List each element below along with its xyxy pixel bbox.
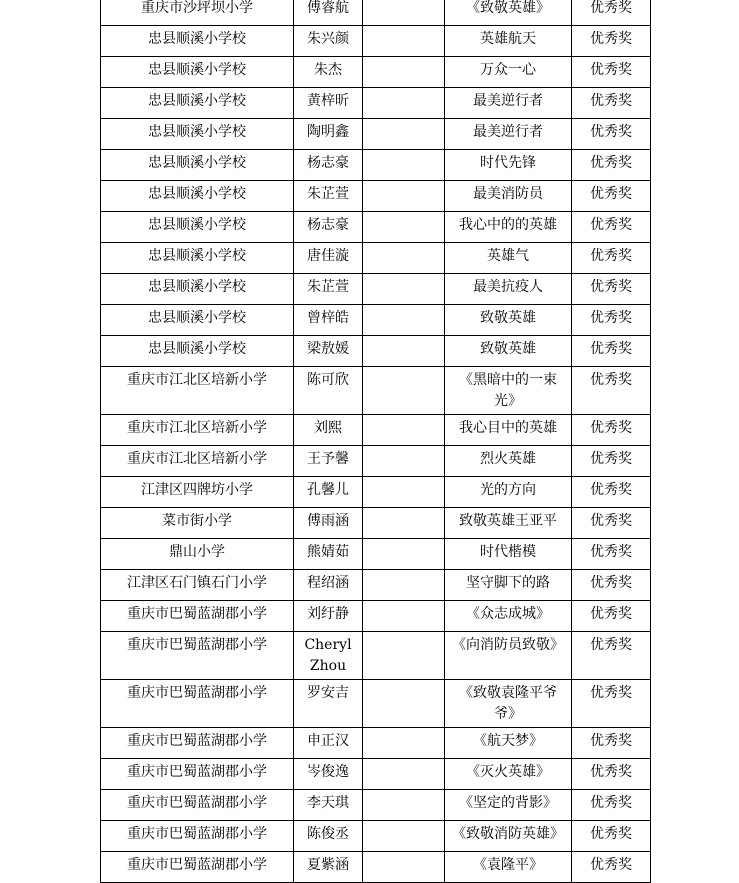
work-title-cell: 《黑暗中的一束光》 — [445, 367, 572, 415]
student-name-cell: 陶明鑫 — [294, 119, 363, 150]
table-row — [101, 821, 651, 852]
student-name-cell: 梁敖媛 — [294, 336, 363, 367]
award-cell: 优秀奖 — [572, 728, 651, 759]
school-cell: 重庆市巴蜀蓝湖郡小学 — [101, 680, 294, 728]
school-cell: 重庆市巴蜀蓝湖郡小学 — [101, 601, 294, 632]
table-row — [101, 680, 651, 728]
empty-cell — [363, 336, 445, 367]
work-title-cell: 《坚定的背影》 — [445, 790, 572, 821]
award-cell: 优秀奖 — [572, 446, 651, 477]
work-title-cell: 最美逆行者 — [445, 88, 572, 119]
table-row — [101, 415, 651, 446]
empty-cell — [363, 305, 445, 336]
student-name-cell: 唐佳漩 — [294, 243, 363, 274]
award-cell: 优秀奖 — [572, 570, 651, 601]
work-title-cell: 时代先锋 — [445, 150, 572, 181]
school-cell: 重庆市江北区培新小学 — [101, 446, 294, 477]
student-name-cell: 傅睿航 — [294, 0, 363, 26]
empty-cell — [363, 119, 445, 150]
school-cell: 忠县顺溪小学校 — [101, 26, 294, 57]
work-title-cell: 致敬英雄 — [445, 336, 572, 367]
table-row — [101, 26, 651, 57]
student-name-cell: 罗安吉 — [294, 680, 363, 728]
work-title-cell: 英雄气 — [445, 243, 572, 274]
table-row — [101, 336, 651, 367]
table-row — [101, 446, 651, 477]
empty-cell — [363, 852, 445, 883]
award-cell: 优秀奖 — [572, 539, 651, 570]
award-cell: 优秀奖 — [572, 790, 651, 821]
award-rows — [101, 0, 651, 883]
school-cell: 鼎山小学 — [101, 539, 294, 570]
student-name-cell: Cheryl Zhou — [294, 632, 363, 680]
school-cell: 菜市街小学 — [101, 508, 294, 539]
empty-cell — [363, 446, 445, 477]
empty-cell — [363, 728, 445, 759]
school-cell: 江津区四牌坊小学 — [101, 477, 294, 508]
table-row — [101, 57, 651, 88]
award-cell: 优秀奖 — [572, 119, 651, 150]
empty-cell — [363, 367, 445, 415]
work-title-cell: 最美逆行者 — [445, 119, 572, 150]
school-cell: 重庆市江北区培新小学 — [101, 367, 294, 415]
work-title-cell: 《灭火英雄》 — [445, 759, 572, 790]
empty-cell — [363, 570, 445, 601]
empty-cell — [363, 539, 445, 570]
empty-cell — [363, 632, 445, 680]
student-name-cell: 黄梓昕 — [294, 88, 363, 119]
school-cell: 重庆市江北区培新小学 — [101, 415, 294, 446]
student-name-cell: 傅雨涵 — [294, 508, 363, 539]
work-title-cell: 《航天梦》 — [445, 728, 572, 759]
award-cell: 优秀奖 — [572, 632, 651, 680]
student-name-cell: 杨志豪 — [294, 150, 363, 181]
award-cell: 优秀奖 — [572, 821, 651, 852]
award-cell: 优秀奖 — [572, 181, 651, 212]
school-cell: 忠县顺溪小学校 — [101, 181, 294, 212]
empty-cell — [363, 759, 445, 790]
award-cell: 优秀奖 — [572, 274, 651, 305]
empty-cell — [363, 181, 445, 212]
work-title-cell: 《众志成城》 — [445, 601, 572, 632]
table-row — [101, 243, 651, 274]
empty-cell — [363, 274, 445, 305]
award-cell: 优秀奖 — [572, 680, 651, 728]
work-title-cell: 烈火英雄 — [445, 446, 572, 477]
school-cell: 重庆市沙坪坝小学 — [101, 0, 294, 26]
empty-cell — [363, 601, 445, 632]
empty-cell — [363, 0, 445, 26]
table-row — [101, 150, 651, 181]
school-cell: 忠县顺溪小学校 — [101, 150, 294, 181]
school-cell: 忠县顺溪小学校 — [101, 274, 294, 305]
school-cell: 重庆市巴蜀蓝湖郡小学 — [101, 821, 294, 852]
award-cell: 优秀奖 — [572, 212, 651, 243]
table-row — [101, 601, 651, 632]
empty-cell — [363, 88, 445, 119]
work-title-cell: 致敬英雄 — [445, 305, 572, 336]
student-name-cell: 夏紫涵 — [294, 852, 363, 883]
school-cell: 忠县顺溪小学校 — [101, 243, 294, 274]
student-name-cell: 曾梓皓 — [294, 305, 363, 336]
school-cell: 江津区石门镇石门小学 — [101, 570, 294, 601]
student-name-cell: 刘纡静 — [294, 601, 363, 632]
table-row — [101, 728, 651, 759]
table-row — [101, 508, 651, 539]
school-cell: 重庆市巴蜀蓝湖郡小学 — [101, 759, 294, 790]
table-row — [101, 212, 651, 243]
work-title-cell: 最美消防员 — [445, 181, 572, 212]
table-row — [101, 367, 651, 415]
student-name-cell: 朱杰 — [294, 57, 363, 88]
table-row — [101, 759, 651, 790]
school-cell: 忠县顺溪小学校 — [101, 88, 294, 119]
table-row — [101, 477, 651, 508]
school-cell: 忠县顺溪小学校 — [101, 119, 294, 150]
award-cell: 优秀奖 — [572, 88, 651, 119]
award-cell: 优秀奖 — [572, 477, 651, 508]
student-name-cell: 程绍涵 — [294, 570, 363, 601]
award-cell: 优秀奖 — [572, 508, 651, 539]
work-title-cell: 坚守脚下的路 — [445, 570, 572, 601]
award-cell: 优秀奖 — [572, 336, 651, 367]
award-cell: 优秀奖 — [572, 305, 651, 336]
student-name-cell: 熊婧茹 — [294, 539, 363, 570]
school-cell: 重庆市巴蜀蓝湖郡小学 — [101, 852, 294, 883]
student-name-cell: 申正汉 — [294, 728, 363, 759]
school-cell: 重庆市巴蜀蓝湖郡小学 — [101, 790, 294, 821]
work-title-cell: 时代楷模 — [445, 539, 572, 570]
school-cell: 重庆市巴蜀蓝湖郡小学 — [101, 632, 294, 680]
table-row — [101, 539, 651, 570]
table-row — [101, 570, 651, 601]
school-cell: 忠县顺溪小学校 — [101, 212, 294, 243]
student-name-cell: 朱芷萱 — [294, 181, 363, 212]
table-row — [101, 632, 651, 680]
student-name-cell: 刘熙 — [294, 415, 363, 446]
work-title-cell: 《向消防员致敬》 — [445, 632, 572, 680]
work-title-cell: 最美抗疫人 — [445, 274, 572, 305]
empty-cell — [363, 243, 445, 274]
award-cell: 优秀奖 — [572, 26, 651, 57]
school-cell: 重庆市巴蜀蓝湖郡小学 — [101, 728, 294, 759]
award-table — [100, 0, 651, 883]
table-row — [101, 790, 651, 821]
empty-cell — [363, 508, 445, 539]
empty-cell — [363, 680, 445, 728]
empty-cell — [363, 212, 445, 243]
work-title-cell: 《致敬消防英雄》 — [445, 821, 572, 852]
table-row — [101, 88, 651, 119]
table-row — [101, 119, 651, 150]
work-title-cell: 《袁隆平》 — [445, 852, 572, 883]
award-cell: 优秀奖 — [572, 759, 651, 790]
empty-cell — [363, 150, 445, 181]
work-title-cell: 我心目中的英雄 — [445, 415, 572, 446]
student-name-cell: 朱兴颜 — [294, 26, 363, 57]
student-name-cell: 陈可欣 — [294, 367, 363, 415]
table-row — [101, 305, 651, 336]
award-cell: 优秀奖 — [572, 150, 651, 181]
table-row — [101, 852, 651, 883]
empty-cell — [363, 26, 445, 57]
table-row — [101, 181, 651, 212]
work-title-cell: 《致敬袁隆平爷爷》 — [445, 680, 572, 728]
school-cell: 忠县顺溪小学校 — [101, 305, 294, 336]
work-title-cell: 英雄航天 — [445, 26, 572, 57]
work-title-cell: 我心中的的英雄 — [445, 212, 572, 243]
empty-cell — [363, 415, 445, 446]
award-cell: 优秀奖 — [572, 243, 651, 274]
work-title-cell: 光的方向 — [445, 477, 572, 508]
table-row — [101, 0, 651, 26]
student-name-cell: 王予馨 — [294, 446, 363, 477]
student-name-cell: 孔馨儿 — [294, 477, 363, 508]
school-cell: 忠县顺溪小学校 — [101, 336, 294, 367]
student-name-cell: 杨志豪 — [294, 212, 363, 243]
student-name-cell: 李天琪 — [294, 790, 363, 821]
empty-cell — [363, 821, 445, 852]
student-name-cell: 陈俊丞 — [294, 821, 363, 852]
student-name-cell: 岑俊逸 — [294, 759, 363, 790]
work-title-cell: 《致敬英雄》 — [445, 0, 572, 26]
award-cell: 优秀奖 — [572, 367, 651, 415]
award-cell: 优秀奖 — [572, 57, 651, 88]
school-cell: 忠县顺溪小学校 — [101, 57, 294, 88]
work-title-cell: 万众一心 — [445, 57, 572, 88]
empty-cell — [363, 57, 445, 88]
award-cell: 优秀奖 — [572, 601, 651, 632]
award-cell: 优秀奖 — [572, 0, 651, 26]
work-title-cell: 致敬英雄王亚平 — [445, 508, 572, 539]
empty-cell — [363, 790, 445, 821]
table-row — [101, 274, 651, 305]
award-cell: 优秀奖 — [572, 852, 651, 883]
award-cell: 优秀奖 — [572, 415, 651, 446]
student-name-cell: 朱芷萱 — [294, 274, 363, 305]
empty-cell — [363, 477, 445, 508]
